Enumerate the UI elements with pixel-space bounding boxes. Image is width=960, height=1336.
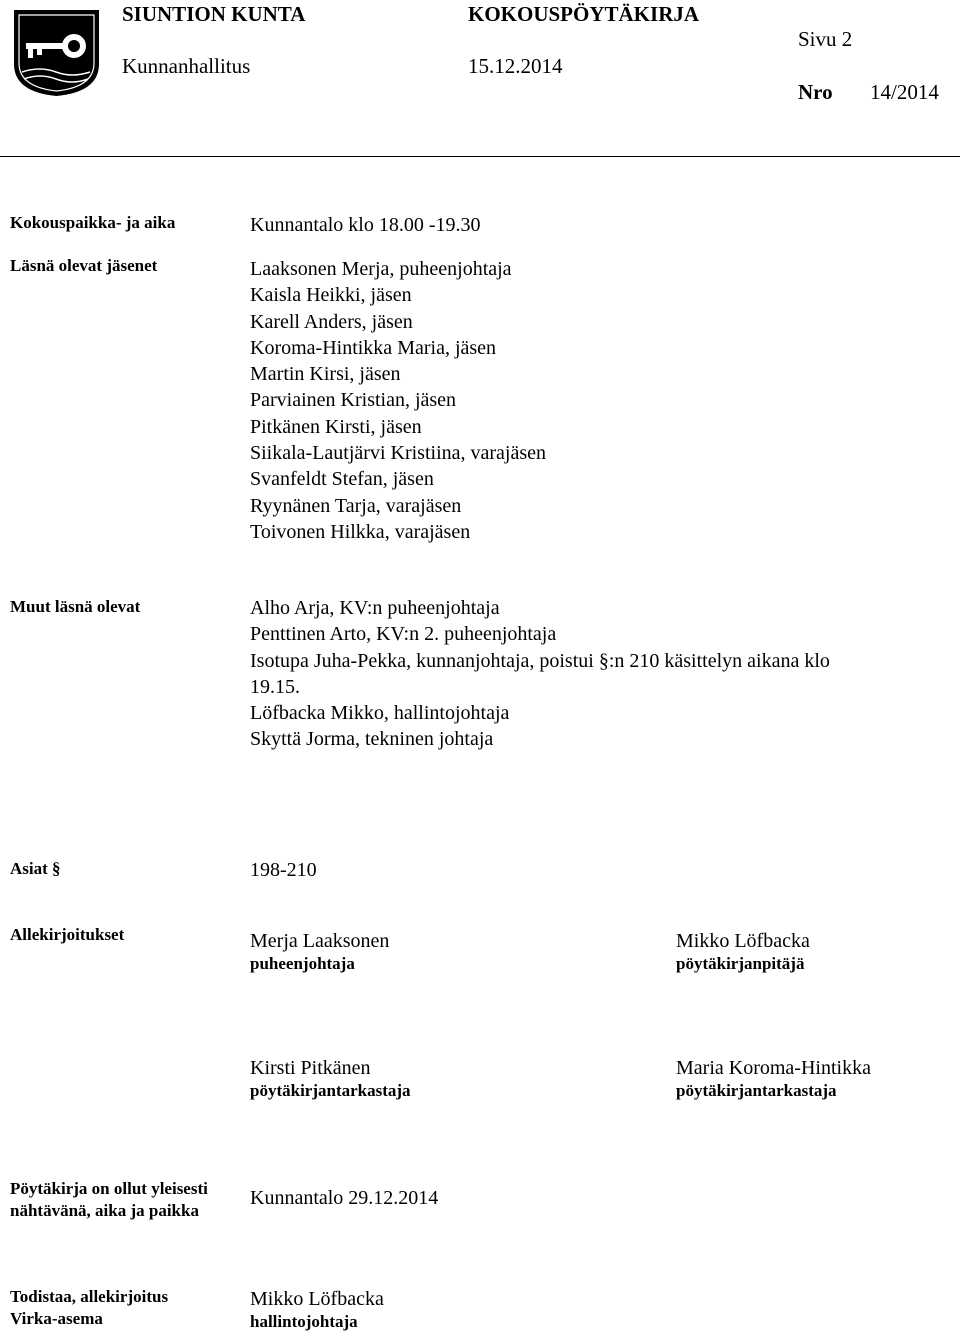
list-item: Toivonen Hilkka, varajäsen [250,520,471,543]
signer-name: Mikko Löfbacka [676,930,810,952]
signer-role: pöytäkirjantarkastaja [250,1081,411,1100]
list-item: Karell Anders, jäsen [250,310,413,333]
list-item: Martin Kirsi, jäsen [250,363,401,386]
others-present-label: Muut läsnä olevat [10,597,141,616]
list-item: Penttinen Arto, KV:n 2. puheenjohtaja [250,623,557,646]
list-item: 19.15. [250,675,300,698]
place-time-value: Kunnantalo klo 18.00 -19.30 [250,214,481,236]
list-item: Koroma-Hintikka Maria, jäsen [250,336,497,359]
signature-chair [250,929,389,975]
signer-role: pöytäkirjantarkastaja [676,1081,837,1100]
publication-label: Pöytäkirja on ollut yleisesti nähtävänä, aika ja paikka [10,1179,208,1220]
present-members-list [250,256,546,545]
protocol-number-label: Nro [798,80,833,104]
list-item: Kaisla Heikki, jäsen [250,284,412,307]
items-range: 198-210 [250,859,317,881]
list-item: Laaksonen Merja, puheenjohtaja [250,258,512,280]
organization-name: SIUNTION KUNTA [122,2,306,26]
list-item: Svanfeldt Stefan, jäsen [250,468,434,491]
certification-label: Todistaa, allekirjoitus Virka-asema [10,1287,169,1328]
present-members-label: Läsnä olevat jäsenet [10,256,158,275]
certification-signer [250,1287,384,1333]
signer-name: Merja Laaksonen [250,930,390,952]
list-item: Parviainen Kristian, jäsen [250,389,457,412]
signer-name: Mikko Löfbacka [250,1288,384,1310]
protocol-number: 14/2014 [870,80,939,104]
signer-name: Kirsti Pitkänen [250,1057,371,1079]
publication-value: Kunnantalo 29.12.2014 [250,1187,439,1209]
items-label: Asiat § [10,859,61,878]
list-item: Alho Arja, KV:n puheenjohtaja [250,597,500,619]
list-item: Skyttä Jorma, tekninen johtaja [250,728,494,751]
signature-secretary [676,929,810,975]
signer-name: Maria Koroma-Hintikka [676,1057,871,1079]
signer-role: puheenjohtaja [250,954,355,973]
list-item: Ryynänen Tarja, varajäsen [250,494,462,517]
list-item: Löfbacka Mikko, hallintojohtaja [250,702,510,725]
others-present-list [250,595,830,753]
signer-role: hallintojohtaja [250,1312,358,1331]
governing-body: Kunnanhallitus [122,54,251,78]
list-item: Pitkänen Kirsti, jäsen [250,415,422,438]
list-item: Siikala-Lautjärvi Kristiina, varajäsen [250,442,547,465]
list-item: Isotupa Juha-Pekka, kunnanjohtaja, poistui §:n 210 käsittelyn aikana klo [250,649,830,672]
meeting-date: 15.12.2014 [468,54,563,78]
header-divider [0,156,960,157]
municipal-key-shield-icon [10,6,103,99]
signature-checker-1 [250,1056,411,1102]
signature-checker-2 [676,1056,871,1102]
page-number: Sivu 2 [798,27,853,51]
signatures-label: Allekirjoitukset [10,925,125,944]
place-time-label: Kokouspaikka- ja aika [10,213,176,232]
signer-role: pöytäkirjanpitäjä [676,954,805,973]
document-type: KOKOUSPÖYTÄKIRJA [468,2,700,26]
